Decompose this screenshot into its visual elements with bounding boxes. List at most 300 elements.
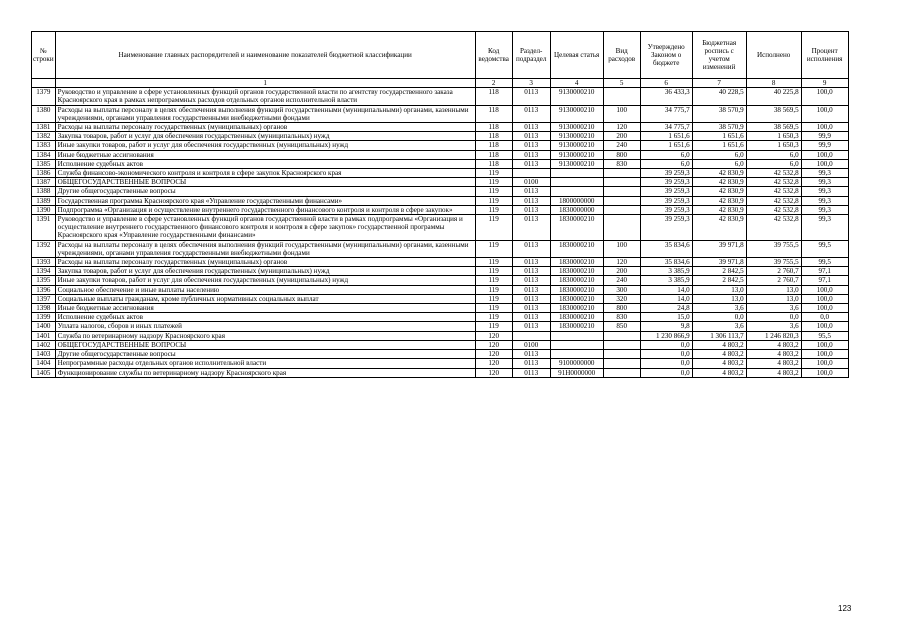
- section-code: 0113: [512, 141, 550, 150]
- indicator-name: Руководство и управление в сфере установленных функций органов государственной власти в рамках подпрограммы «Организация и осуществление внутреннего государственного финансового контроля и контроля в сфере закупок» государственной программы Красноярского края «Управление государственными финансами»: [55, 215, 475, 241]
- page-number: 123: [838, 604, 852, 613]
- column-number: 1: [55, 79, 475, 88]
- table-row: [32, 215, 849, 241]
- section-code: 0113: [512, 240, 550, 257]
- section-code: 0113: [512, 285, 550, 294]
- indicator-name: Иные бюджетные ассигнования: [55, 304, 475, 313]
- department-code: 119: [475, 276, 512, 285]
- execution-percent: 99,3: [801, 169, 848, 178]
- execution-percent: 100,0: [801, 322, 848, 331]
- execution-percent: 95,5: [801, 331, 848, 340]
- column-number: 3: [512, 79, 550, 88]
- header-executed: Исполнено: [746, 32, 801, 79]
- indicator-name: Другие общегосударственные вопросы: [55, 187, 475, 196]
- target-item: 9130000210: [550, 105, 603, 122]
- section-code: 0113: [512, 294, 550, 303]
- section-code: 0113: [512, 88, 550, 105]
- approved-amount: 39 259,3: [640, 196, 692, 205]
- execution-percent: 100,0: [801, 340, 848, 349]
- department-code: 120: [475, 331, 512, 340]
- expense-type: 240: [603, 141, 640, 150]
- execution-percent: 99,3: [801, 205, 848, 214]
- header-row-number: № строки: [32, 32, 56, 79]
- section-code: 0100: [512, 340, 550, 349]
- table-row: [32, 294, 849, 303]
- budget-schedule-amount: 6,0: [692, 159, 746, 168]
- indicator-name: Расходы на выплаты персоналу государственных (муниципальных) органов: [55, 123, 475, 132]
- approved-amount: 14,0: [640, 285, 692, 294]
- execution-percent: 0,0: [801, 313, 848, 322]
- table-row: [32, 285, 849, 294]
- row-number: 1401: [32, 331, 56, 340]
- indicator-name: Другие общегосударственные вопросы: [55, 350, 475, 359]
- header-row: [32, 32, 849, 79]
- indicator-name: Закупка товаров, работ и услуг для обеспечения государственных (муниципальных) нужд: [55, 267, 475, 276]
- table-row: [32, 141, 849, 150]
- department-code: 118: [475, 159, 512, 168]
- indicator-name: Непрограммные расходы отдельных органов исполнительной власти: [55, 359, 475, 368]
- approved-amount: 0,0: [640, 359, 692, 368]
- executed-amount: 1 246 820,3: [746, 331, 801, 340]
- indicator-name: Служба по ветеринарному надзору Красноярского края: [55, 331, 475, 340]
- approved-amount: 1 230 866,9: [640, 331, 692, 340]
- executed-amount: 4 803,2: [746, 359, 801, 368]
- target-item: [550, 331, 603, 340]
- executed-amount: 42 532,8: [746, 187, 801, 196]
- table-row: [32, 368, 849, 377]
- indicator-name: Служба финансово-экономического контроля и контроля в сфере закупок Красноярского края: [55, 169, 475, 178]
- approved-amount: 3 385,9: [640, 267, 692, 276]
- section-code: [512, 169, 550, 178]
- target-item: 1830000210: [550, 240, 603, 257]
- expense-type: 100: [603, 105, 640, 122]
- executed-amount: 39 755,5: [746, 258, 801, 267]
- execution-percent: 99,3: [801, 196, 848, 205]
- department-code: 118: [475, 88, 512, 105]
- section-code: 0113: [512, 350, 550, 359]
- approved-amount: 1 651,6: [640, 141, 692, 150]
- target-item: [550, 178, 603, 187]
- target-item: 1830000210: [550, 276, 603, 285]
- column-number: 9: [801, 79, 848, 88]
- execution-percent: 99,3: [801, 215, 848, 241]
- approved-amount: 35 834,6: [640, 258, 692, 267]
- department-code: 120: [475, 359, 512, 368]
- department-code: 119: [475, 294, 512, 303]
- approved-amount: 3 385,9: [640, 276, 692, 285]
- row-number: 1394: [32, 267, 56, 276]
- executed-amount: 38 569,5: [746, 123, 801, 132]
- table-row: [32, 159, 849, 168]
- column-number: 4: [550, 79, 603, 88]
- approved-amount: 39 259,3: [640, 215, 692, 241]
- approved-amount: 15,0: [640, 313, 692, 322]
- budget-schedule-amount: 42 830,9: [692, 215, 746, 241]
- table-row: [32, 132, 849, 141]
- section-code: 0113: [512, 123, 550, 132]
- table-row: [32, 105, 849, 122]
- table-row: [32, 276, 849, 285]
- approved-amount: 35 834,6: [640, 240, 692, 257]
- execution-percent: 97,1: [801, 267, 848, 276]
- table-row: [32, 150, 849, 159]
- execution-percent: 99,9: [801, 132, 848, 141]
- section-code: 0113: [512, 196, 550, 205]
- executed-amount: 2 760,7: [746, 276, 801, 285]
- table-row: [32, 322, 849, 331]
- row-number: 1383: [32, 141, 56, 150]
- department-code: 119: [475, 169, 512, 178]
- row-number: 1380: [32, 105, 56, 122]
- execution-percent: 100,0: [801, 150, 848, 159]
- department-code: 119: [475, 258, 512, 267]
- expense-type: [603, 88, 640, 105]
- expense-type: 200: [603, 267, 640, 276]
- section-code: 0113: [512, 159, 550, 168]
- table-row: [32, 205, 849, 214]
- approved-amount: 34 775,7: [640, 123, 692, 132]
- section-code: 0113: [512, 258, 550, 267]
- expense-type: [603, 350, 640, 359]
- department-code: 119: [475, 267, 512, 276]
- header-section: Раздел-подраздел: [512, 32, 550, 79]
- budget-schedule-amount: 38 570,9: [692, 105, 746, 122]
- executed-amount: 40 225,8: [746, 88, 801, 105]
- row-number: 1405: [32, 368, 56, 377]
- row-number: 1388: [32, 187, 56, 196]
- execution-percent: 100,0: [801, 105, 848, 122]
- table-row: [32, 313, 849, 322]
- section-code: 0113: [512, 215, 550, 241]
- table-row: [32, 240, 849, 257]
- indicator-name: Расходы на выплаты персоналу в целях обеспечения выполнения функций государственными (муниципальными) органами, казенными учреждениями, органами управления государственными внебюджетными фондами: [55, 105, 475, 122]
- executed-amount: 13,0: [746, 285, 801, 294]
- budget-schedule-amount: 3,6: [692, 322, 746, 331]
- approved-amount: 14,0: [640, 294, 692, 303]
- budget-schedule-amount: 13,0: [692, 294, 746, 303]
- indicator-name: Закупка товаров, работ и услуг для обеспечения государственных (муниципальных) нужд: [55, 132, 475, 141]
- execution-percent: 100,0: [801, 285, 848, 294]
- budget-schedule-amount: 1 651,6: [692, 141, 746, 150]
- expense-type: [603, 187, 640, 196]
- department-code: 119: [475, 285, 512, 294]
- target-item: 1830000210: [550, 322, 603, 331]
- section-code: 0113: [512, 132, 550, 141]
- column-number: 6: [640, 79, 692, 88]
- column-number: 5: [603, 79, 640, 88]
- target-item: 1830000210: [550, 294, 603, 303]
- indicator-name: Расходы на выплаты персоналу государственных (муниципальных) органов: [55, 258, 475, 267]
- indicator-name: Подпрограмма «Организация и осуществление внутреннего государственного финансового контроля и контроля в сфере закупок»: [55, 205, 475, 214]
- section-code: 0113: [512, 322, 550, 331]
- executed-amount: 42 532,8: [746, 169, 801, 178]
- target-item: [550, 169, 603, 178]
- target-item: 1830000210: [550, 313, 603, 322]
- indicator-name: Исполнение судебных актов: [55, 313, 475, 322]
- section-code: 0113: [512, 313, 550, 322]
- expense-type: 830: [603, 159, 640, 168]
- approved-amount: 6,0: [640, 150, 692, 159]
- target-item: 9130000210: [550, 123, 603, 132]
- section-code: 0113: [512, 368, 550, 377]
- execution-percent: 99,3: [801, 187, 848, 196]
- target-item: 1830000210: [550, 304, 603, 313]
- row-number: 1379: [32, 88, 56, 105]
- header-department-code: Код ведомства: [475, 32, 512, 79]
- row-number: 1386: [32, 169, 56, 178]
- department-code: 119: [475, 187, 512, 196]
- execution-percent: 99,9: [801, 141, 848, 150]
- header-budget-schedule: Бюджетная роспись с учетом изменений: [692, 32, 746, 79]
- executed-amount: 38 569,5: [746, 105, 801, 122]
- execution-percent: 100,0: [801, 368, 848, 377]
- section-code: [512, 331, 550, 340]
- row-number: 1387: [32, 178, 56, 187]
- target-item: 1800000000: [550, 196, 603, 205]
- expense-type: 240: [603, 276, 640, 285]
- table-row: [32, 196, 849, 205]
- budget-schedule-amount: 42 830,9: [692, 178, 746, 187]
- row-number: 1404: [32, 359, 56, 368]
- target-item: 9100000000: [550, 359, 603, 368]
- budget-schedule-amount: 42 830,9: [692, 205, 746, 214]
- execution-percent: 99,3: [801, 178, 848, 187]
- section-code: 0113: [512, 304, 550, 313]
- expense-type: [603, 215, 640, 241]
- table-row: [32, 304, 849, 313]
- indicator-name: Иные бюджетные ассигнования: [55, 150, 475, 159]
- expense-type: [603, 340, 640, 349]
- table-row: [32, 359, 849, 368]
- row-number: 1382: [32, 132, 56, 141]
- expense-type: [603, 196, 640, 205]
- budget-schedule-amount: 2 842,5: [692, 267, 746, 276]
- row-number: 1384: [32, 150, 56, 159]
- target-item: [550, 187, 603, 196]
- execution-percent: 100,0: [801, 123, 848, 132]
- table-row: [32, 169, 849, 178]
- expense-type: 800: [603, 150, 640, 159]
- target-item: 9130000210: [550, 150, 603, 159]
- table-row: [32, 267, 849, 276]
- approved-amount: 0,0: [640, 368, 692, 377]
- executed-amount: 42 532,8: [746, 205, 801, 214]
- target-item: 91Н0000000: [550, 368, 603, 377]
- expense-type: 120: [603, 123, 640, 132]
- department-code: 118: [475, 141, 512, 150]
- column-number: 8: [746, 79, 801, 88]
- approved-amount: 9,8: [640, 322, 692, 331]
- row-number: 1396: [32, 285, 56, 294]
- budget-schedule-amount: 39 971,8: [692, 240, 746, 257]
- executed-amount: 1 650,3: [746, 132, 801, 141]
- executed-amount: 0,0: [746, 313, 801, 322]
- execution-percent: 100,0: [801, 350, 848, 359]
- executed-amount: 6,0: [746, 159, 801, 168]
- table-body: [32, 88, 849, 378]
- row-number: 1393: [32, 258, 56, 267]
- execution-percent: 99,5: [801, 240, 848, 257]
- department-code: 118: [475, 150, 512, 159]
- department-code: 119: [475, 240, 512, 257]
- header-expense-type: Вид расходов: [603, 32, 640, 79]
- budget-schedule-amount: 1 651,6: [692, 132, 746, 141]
- department-code: 119: [475, 205, 512, 214]
- budget-schedule-amount: 4 803,2: [692, 368, 746, 377]
- approved-amount: 36 433,3: [640, 88, 692, 105]
- department-code: 120: [475, 350, 512, 359]
- budget-schedule-amount: 4 803,2: [692, 340, 746, 349]
- row-number: 1385: [32, 159, 56, 168]
- table-row: [32, 350, 849, 359]
- budget-schedule-amount: 4 803,2: [692, 359, 746, 368]
- expense-type: 800: [603, 304, 640, 313]
- column-number: 7: [692, 79, 746, 88]
- executed-amount: 4 803,2: [746, 340, 801, 349]
- executed-amount: 3,6: [746, 322, 801, 331]
- execution-percent: 100,0: [801, 88, 848, 105]
- approved-amount: 39 259,3: [640, 178, 692, 187]
- row-number: 1399: [32, 313, 56, 322]
- row-number: 1397: [32, 294, 56, 303]
- section-code: 0100: [512, 178, 550, 187]
- budget-schedule-amount: 38 570,9: [692, 123, 746, 132]
- section-code: 0113: [512, 105, 550, 122]
- expense-type: [603, 359, 640, 368]
- table-row: [32, 331, 849, 340]
- header-indicator-name: Наименование главных распорядителей и наименование показателей бюджетной классификации: [55, 32, 475, 79]
- target-item: 9130000210: [550, 159, 603, 168]
- indicator-name: Исполнение судебных актов: [55, 159, 475, 168]
- execution-percent: 100,0: [801, 359, 848, 368]
- department-code: 119: [475, 313, 512, 322]
- indicator-name: Иные закупки товаров, работ и услуг для обеспечения государственных (муниципальных) нужд: [55, 276, 475, 285]
- expense-type: 850: [603, 322, 640, 331]
- department-code: 120: [475, 368, 512, 377]
- department-code: 119: [475, 196, 512, 205]
- header-approved: Утверждено Законом о бюджете: [640, 32, 692, 79]
- header-target-item: Целевая статья: [550, 32, 603, 79]
- indicator-name: Иные закупки товаров, работ и услуг для обеспечения государственных (муниципальных) нужд: [55, 141, 475, 150]
- executed-amount: 3,6: [746, 304, 801, 313]
- department-code: 119: [475, 215, 512, 241]
- department-code: 119: [475, 178, 512, 187]
- budget-schedule-amount: 42 830,9: [692, 196, 746, 205]
- expense-type: 830: [603, 313, 640, 322]
- table-row: [32, 88, 849, 105]
- budget-schedule-amount: 1 306 113,7: [692, 331, 746, 340]
- table-row: [32, 187, 849, 196]
- section-code: 0113: [512, 267, 550, 276]
- executed-amount: 42 532,8: [746, 178, 801, 187]
- target-item: 1830000210: [550, 258, 603, 267]
- row-number: 1390: [32, 205, 56, 214]
- expense-type: 100: [603, 240, 640, 257]
- budget-schedule-amount: 39 971,8: [692, 258, 746, 267]
- executed-amount: 2 760,7: [746, 267, 801, 276]
- department-code: 120: [475, 340, 512, 349]
- row-number: 1395: [32, 276, 56, 285]
- column-number: 2: [475, 79, 512, 88]
- target-item: 9130000210: [550, 141, 603, 150]
- section-code: 0113: [512, 150, 550, 159]
- executed-amount: 6,0: [746, 150, 801, 159]
- budget-schedule-amount: 3,6: [692, 304, 746, 313]
- executed-amount: 42 532,8: [746, 215, 801, 241]
- execution-percent: 97,1: [801, 276, 848, 285]
- budget-table: [31, 31, 849, 378]
- department-code: 118: [475, 132, 512, 141]
- execution-percent: 99,5: [801, 258, 848, 267]
- executed-amount: 1 650,3: [746, 141, 801, 150]
- department-code: 119: [475, 322, 512, 331]
- budget-schedule-amount: 4 803,2: [692, 350, 746, 359]
- expense-type: 120: [603, 258, 640, 267]
- row-number: 1392: [32, 240, 56, 257]
- executed-amount: 4 803,2: [746, 350, 801, 359]
- execution-percent: 100,0: [801, 304, 848, 313]
- target-item: [550, 340, 603, 349]
- expense-type: [603, 368, 640, 377]
- executed-amount: 42 532,8: [746, 196, 801, 205]
- target-item: 1830000210: [550, 267, 603, 276]
- target-item: [550, 350, 603, 359]
- department-code: 118: [475, 123, 512, 132]
- approved-amount: 34 775,7: [640, 105, 692, 122]
- table-row: [32, 178, 849, 187]
- executed-amount: 39 755,5: [746, 240, 801, 257]
- table-row: [32, 258, 849, 267]
- indicator-name: Социальные выплаты гражданам, кроме публичных нормативных социальных выплат: [55, 294, 475, 303]
- budget-schedule-amount: 42 830,9: [692, 169, 746, 178]
- target-item: 1830000210: [550, 285, 603, 294]
- row-number: 1403: [32, 350, 56, 359]
- executed-amount: 4 803,2: [746, 368, 801, 377]
- row-number: 1400: [32, 322, 56, 331]
- row-number: 1381: [32, 123, 56, 132]
- approved-amount: 39 259,3: [640, 169, 692, 178]
- table-row: [32, 123, 849, 132]
- expense-type: [603, 169, 640, 178]
- column-numbers-row: [32, 79, 849, 88]
- indicator-name: Функционирование службы по ветеринарному надзору Красноярского края: [55, 368, 475, 377]
- section-code: 0113: [512, 205, 550, 214]
- expense-type: [603, 331, 640, 340]
- column-number: [32, 79, 56, 88]
- section-code: 0113: [512, 187, 550, 196]
- execution-percent: 100,0: [801, 294, 848, 303]
- section-code: 0113: [512, 276, 550, 285]
- expense-type: [603, 178, 640, 187]
- expense-type: [603, 205, 640, 214]
- approved-amount: 1 651,6: [640, 132, 692, 141]
- indicator-name: Уплата налогов, сборов и иных платежей: [55, 322, 475, 331]
- budget-schedule-amount: 2 842,5: [692, 276, 746, 285]
- expense-type: 320: [603, 294, 640, 303]
- budget-schedule-amount: 0,0: [692, 313, 746, 322]
- approved-amount: 0,0: [640, 350, 692, 359]
- row-number: 1391: [32, 215, 56, 241]
- budget-schedule-amount: 40 228,5: [692, 88, 746, 105]
- header-execution-percent: Процент исполнения: [801, 32, 848, 79]
- table-row: [32, 340, 849, 349]
- approved-amount: 39 259,3: [640, 187, 692, 196]
- department-code: 118: [475, 105, 512, 122]
- indicator-name: Руководство и управление в сфере установленных функций органов государственной власти по агентству государственного заказа Красноярского края в рамках непрограммных расходов отдельных органов исполнительной власти: [55, 88, 475, 105]
- target-item: 9130000210: [550, 132, 603, 141]
- department-code: 119: [475, 304, 512, 313]
- indicator-name: ОБЩЕГОСУДАРСТВЕННЫЕ ВОПРОСЫ: [55, 178, 475, 187]
